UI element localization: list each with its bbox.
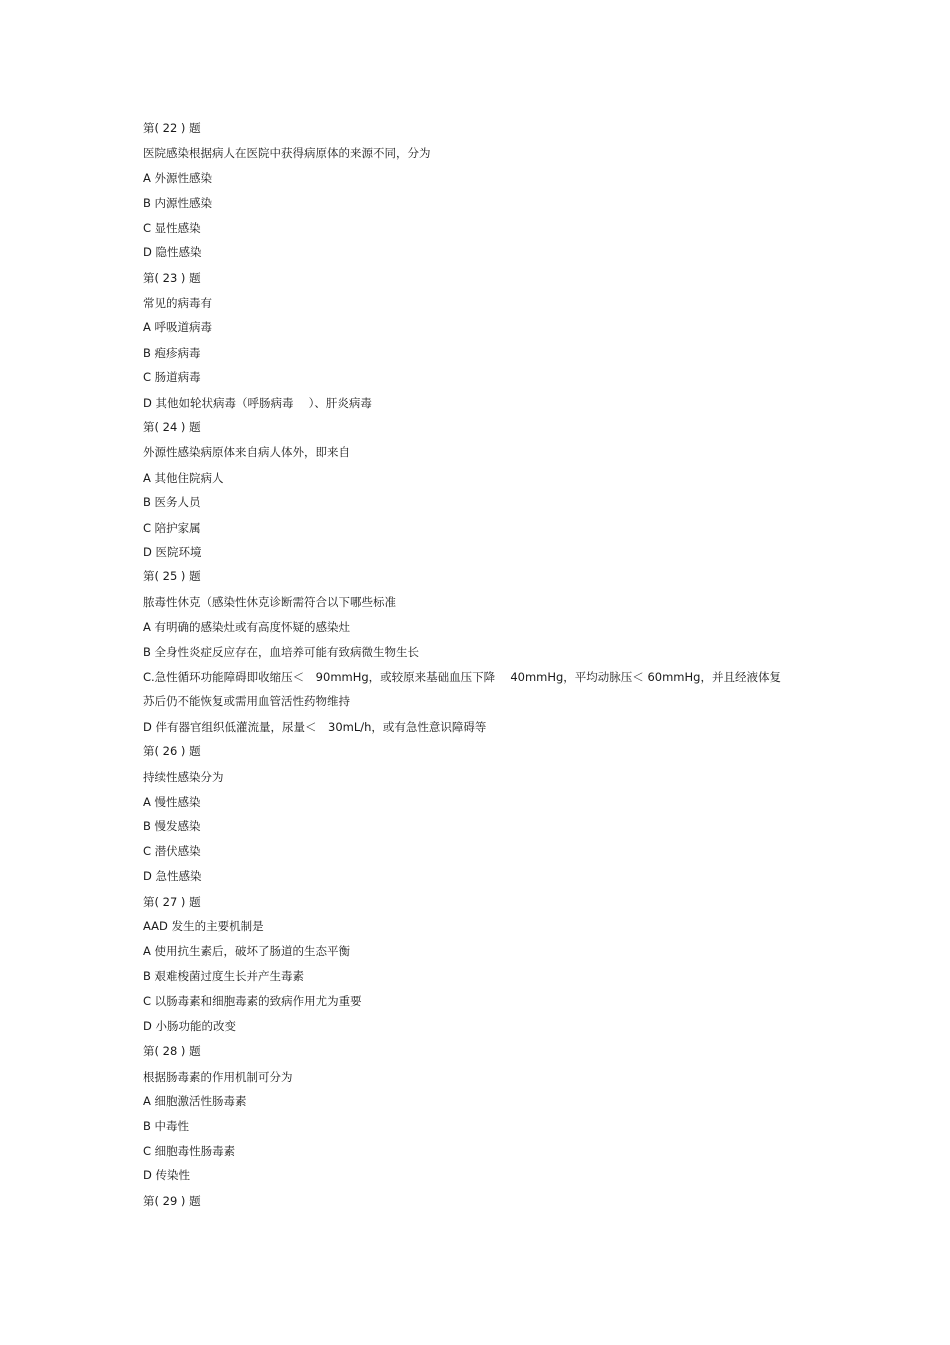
question-number: 第( 29 ) 题 (143, 1194, 201, 1208)
answer-option: B 慢发感染 (143, 819, 201, 833)
question-number: 第( 27 ) 题 (143, 895, 201, 909)
answer-option: A 其他住院病人 (143, 471, 224, 485)
question-number: 第( 28 ) 题 (143, 1044, 201, 1058)
answer-option: D 传染性 (143, 1168, 191, 1182)
answer-option: B 医务人员 (143, 495, 201, 509)
answer-option: B 中毒性 (143, 1119, 190, 1133)
answer-option: D 其他如轮状病毒（呼肠病毒 ）、肝炎病毒 (143, 396, 372, 410)
answer-option: A 外源性感染 (143, 171, 213, 185)
answer-option: B 内源性感染 (143, 196, 213, 210)
answer-option: D 伴有器官组织低灌流量，尿量＜ 30mL/h，或有急性意识障碍等 (143, 720, 487, 734)
answer-option: D 急性感染 (143, 869, 202, 883)
question-text: 常见的病毒有 (143, 296, 212, 310)
question-text: AAD 发生的主要机制是 (143, 919, 264, 933)
answer-option: C 潜伏感染 (143, 844, 201, 858)
answer-option: A 慢性感染 (143, 795, 201, 809)
answer-option: C 以肠毒素和细胞毒素的致病作用尤为重要 (143, 994, 362, 1008)
question-text: 持续性感染分为 (143, 770, 224, 784)
question-text: 脓毒性休克（感染性休克诊断需符合以下哪些标准 (143, 595, 396, 609)
answer-option: A 细胞激活性肠毒素 (143, 1094, 247, 1108)
answer-option: A 呼吸道病毒 (143, 320, 213, 334)
answer-option: A 使用抗生素后，破坏了肠道的生态平衡 (143, 944, 351, 958)
answer-option: D 小肠功能的改变 (143, 1019, 237, 1033)
answer-option: A 有明确的感染灶或有高度怀疑的感染灶 (143, 620, 351, 634)
question-text: 根据肠毒素的作用机制可分为 (143, 1070, 293, 1084)
question-number: 第( 22 ) 题 (143, 121, 201, 135)
answer-option: B 全身性炎症反应存在，血培养可能有致病微生物生长 (143, 645, 420, 659)
question-number: 第( 26 ) 题 (143, 744, 201, 758)
question-text: 外源性感染病原体来自病人体外，即来自 (143, 445, 350, 459)
answer-option: D 隐性感染 (143, 245, 202, 259)
answer-option: D 医院环境 (143, 545, 202, 559)
answer-option: C 显性感染 (143, 221, 201, 235)
answer-option: C 陪护家属 (143, 521, 201, 535)
answer-option: C 肠道病毒 (143, 370, 201, 384)
question-number: 第( 23 ) 题 (143, 271, 201, 285)
answer-option: C.急性循环功能障碍即收缩压＜ 90mmHg，或较原来基础血压下降 40mmHg，平均动脉压＜ 60mmHg，并且经液体复 (143, 670, 781, 684)
question-text: 医院感染根据病人在医院中获得病原体的来源不同，分为 (143, 146, 431, 160)
question-text: 苏后仍不能恢复或需用血管活性药物维持 (143, 694, 350, 708)
question-number: 第( 24 ) 题 (143, 420, 201, 434)
question-number: 第( 25 ) 题 (143, 569, 201, 583)
answer-option: B 疱疹病毒 (143, 346, 201, 360)
answer-option: C 细胞毒性肠毒素 (143, 1144, 236, 1158)
answer-option: B 艰难梭菌过度生长并产生毒素 (143, 969, 305, 983)
